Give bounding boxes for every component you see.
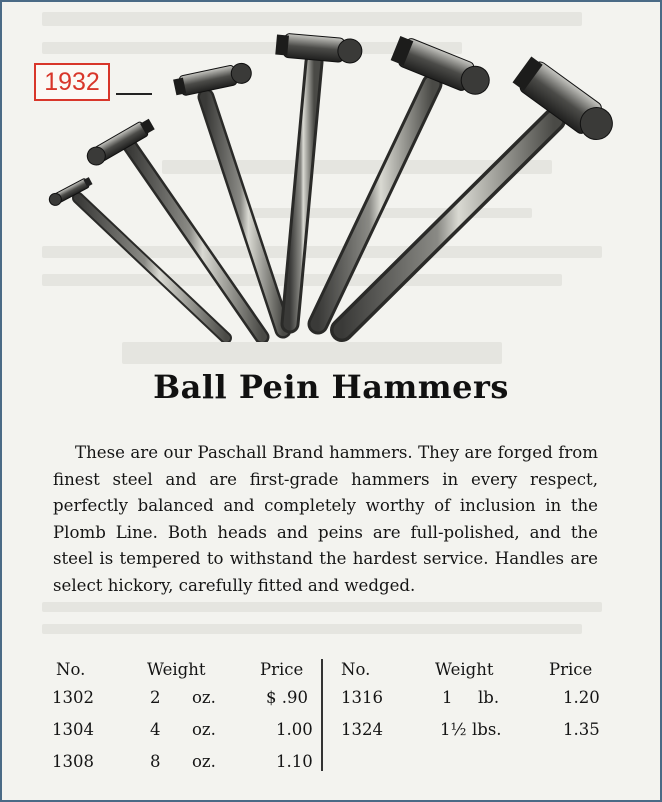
table-cell-qty: 1½ bbox=[440, 720, 467, 739]
header-price-right: Price bbox=[549, 660, 593, 679]
table-cell-no: 1316 bbox=[341, 688, 383, 707]
hammers-illustration bbox=[42, 22, 622, 342]
table-cell-price: $ .90 bbox=[266, 688, 308, 707]
header-price-left: Price bbox=[260, 660, 304, 679]
table-cell-price: 1.10 bbox=[276, 752, 313, 771]
header-no-right: No. bbox=[341, 660, 371, 679]
table-cell-unit: oz. bbox=[192, 752, 216, 771]
table-cell-price: 1.35 bbox=[563, 720, 600, 739]
table-cell-price: 1.20 bbox=[563, 688, 600, 707]
table-cell-unit: lbs. bbox=[472, 720, 502, 739]
header-no-left: No. bbox=[56, 660, 86, 679]
header-weight-left: Weight bbox=[147, 660, 206, 679]
bleed-through-band bbox=[122, 342, 502, 364]
table-cell-no: 1324 bbox=[341, 720, 383, 739]
bleed-through-band bbox=[42, 624, 582, 634]
page-title: Ball Pein Hammers bbox=[153, 368, 509, 406]
product-description: These are our Paschall Brand hammers. They are forged from finest steel and are first-grade hammers in every respect, perfectly balanced and completely worthy of inclusion in the Plomb Line. Both heads and peins are full-polished, and the steel is tempered to withstand the hardest service. Handles are select hickory, carefully fitted and wedged. bbox=[53, 443, 598, 595]
table-cell-qty: 4 bbox=[150, 720, 161, 739]
table-cell-no: 1304 bbox=[52, 720, 94, 739]
table-cell-unit: oz. bbox=[192, 688, 216, 707]
table-cell-price: 1.00 bbox=[276, 720, 313, 739]
table-cell-qty: 2 bbox=[150, 688, 161, 707]
table-cell-unit: oz. bbox=[192, 720, 216, 739]
year-tag: 1932 bbox=[34, 63, 110, 101]
table-cell-no: 1308 bbox=[52, 752, 94, 771]
table-cell-qty: 8 bbox=[150, 752, 161, 771]
table-cell-no: 1302 bbox=[52, 688, 94, 707]
header-weight-right: Weight bbox=[435, 660, 494, 679]
bleed-through-band bbox=[42, 602, 602, 612]
table-cell-qty: 1 bbox=[442, 688, 453, 707]
table-column-divider bbox=[321, 659, 323, 771]
table-cell-unit: lb. bbox=[478, 688, 500, 707]
